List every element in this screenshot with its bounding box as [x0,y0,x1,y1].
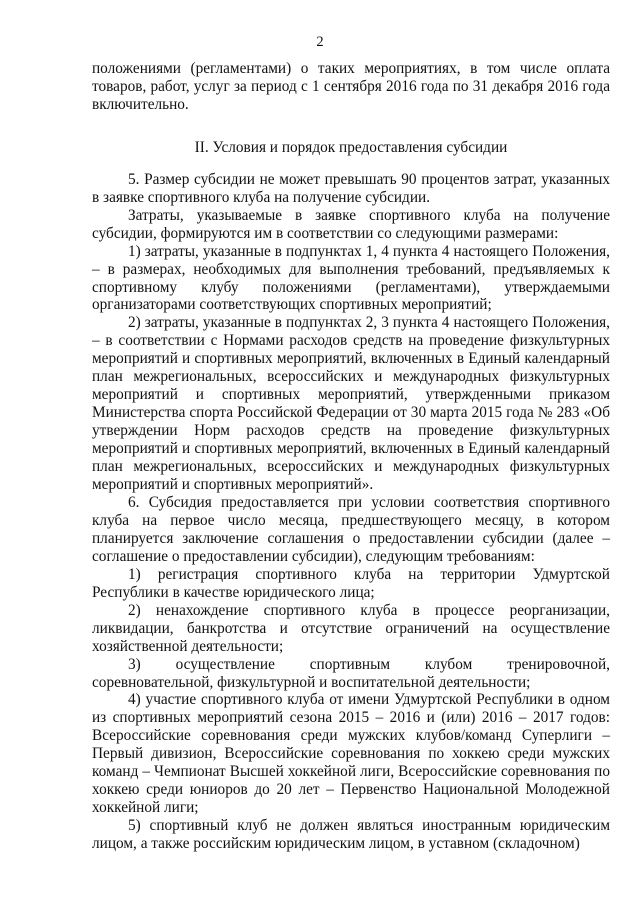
section-heading: II. Условия и порядок предоставления субсидии [194,138,508,156]
paragraph-requirement-3: 3) осуществление спортивным клубом тренировочной, соревновательной, физкультурной и воспитательной деятельности; [92,655,610,691]
paragraph-costs-1: 1) затраты, указанные в подпунктах 1, 4 пункта 4 настоящего Положения, – в размерах, необходимых для выполнения требований, предъявляемых к спортивному клубу положениями (регламентами), утверждаемыми организаторами соответствующих спортивных мероприятий; [92,242,610,314]
paragraph-requirement-1: 1) регистрация спортивного клуба на территории Удмуртской Республики в качестве юридического лица; [92,565,610,601]
paragraph-costs-intro: Затраты, указываемые в заявке спортивного клуба на получение субсидии, формируются им в соответствии со следующими размерами: [92,206,610,242]
paragraph-item-6: 6. Субсидия предоставляется при условии соответствия спортивного клуба на первое число месяца, предшествующего месяцу, в котором планируется заключение соглашения о предоставлении субсидии (далее – соглашение о предоставлении субсидии), следующим требованиям: [92,493,610,565]
paragraph-requirement-5: 5) спортивный клуб не должен являться иностранным юридическим лицом, а также российским юридическим лицом, в уставном (складочном) [92,817,610,853]
paragraph-item-5: 5. Размер субсидии не может превышать 90 процентов затрат, указанных в заявке спортивного клуба на получение субсидии. [92,170,610,206]
paragraph-requirement-2: 2) ненахождение спортивного клуба в процессе реорганизации, ликвидации, банкротства и отсутствие ограничений на осуществление хозяйственной деятельности; [92,601,610,655]
page-number: 2 [316,34,324,50]
paragraph-requirement-4: 4) участие спортивного клуба от имени Удмуртской Республики в одном из спортивных мероприятий сезона 2015 – 2016 и (или) 2016 – 2017 годов: Всероссийские соревнования среди мужских клубов/команд Суперлиги – Первый дивизион, Всероссийские соревнования по хоккею среди мужских команд – Чемпионат Высшей хоккейной лиги, Всероссийские соревнования по хоккею среди юниоров до 20 лет – Первенство Национальной Молодежной хоккейной лиги; [92,691,610,817]
document-body [92,60,610,853]
paragraph-continuation: положениями (регламентами) о таких мероприятиях, в том числе оплата товаров, работ, услуг за период с 1 сентября 2016 года по 31 декабря 2016 года включительно. [92,60,610,113]
paragraph-costs-2: 2) затраты, указанные в подпунктах 2, 3 пункта 4 настоящего Положения, – в соответствии с Нормами расходов средств на проведение физкультурных мероприятий и спортивных мероприятий, включенных в Единый календарный план межрегиональных, всероссийских и международных физкультурных мероприятий и спортивных мероприятий, утвержденными приказом Министерства спорта Российской Федерации от 30 марта 2015 года № 283 «Об утверждении Норм расходов средств на проведение физкультурных мероприятий и спортивных мероприятий, включенных в Единый календарный план межрегиональных, всероссийских и международных физкультурных мероприятий и спортивных мероприятий». [92,314,610,494]
